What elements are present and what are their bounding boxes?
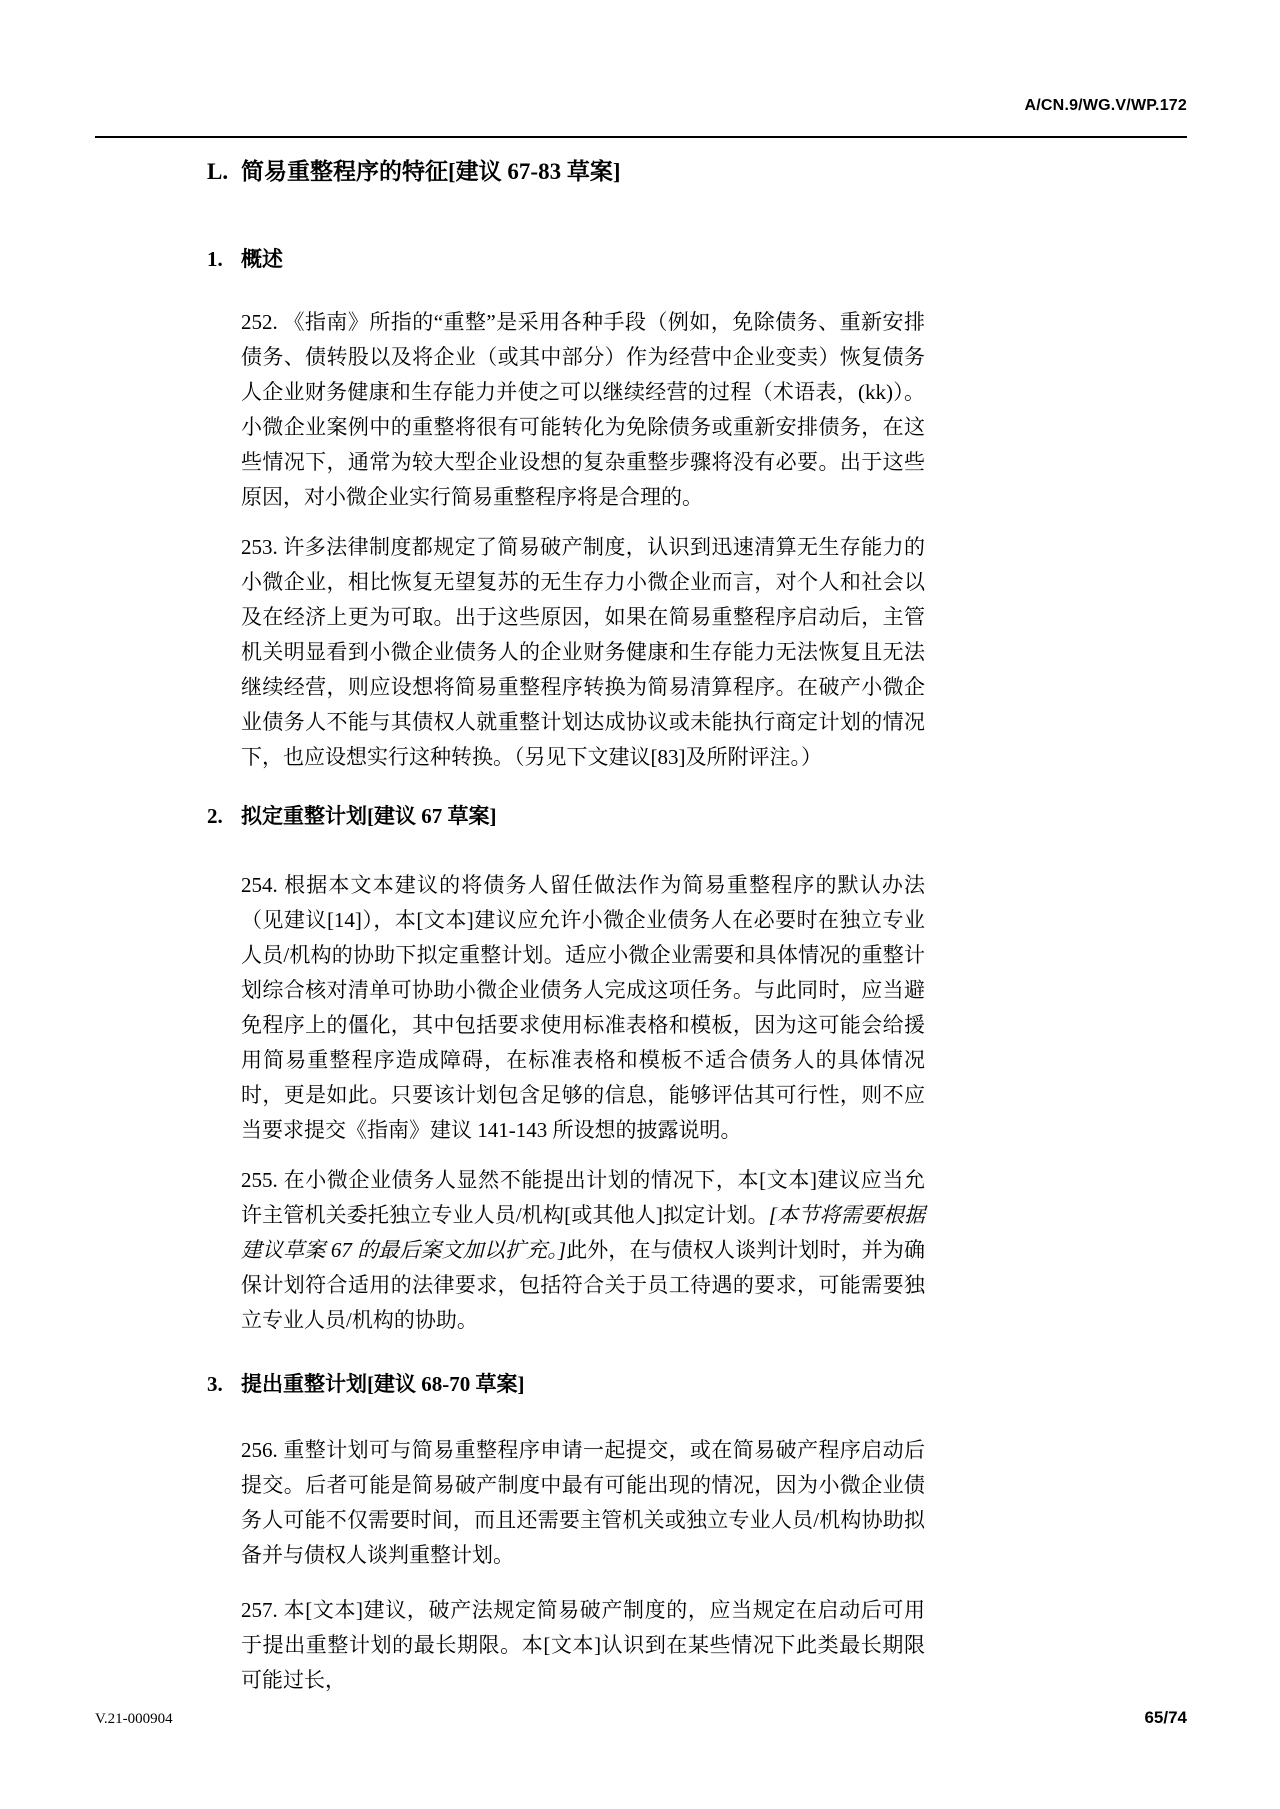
- paragraph-252: 252. 《指南》所指的“重整”是采用各种手段（例如，免除债务、重新安排债务、债转股以及将企业（或其中部分）作为经营中企业变卖）恢复债务人企业财务健康和生存能力并使之可以继续经营的过程（术语表，(kk)）。小微企业案例中的重整将很有可能转化为免除债务或重新安排债务，在这些情况下，通常为较大型企业设想的复杂重整步骤将没有必要。出于这些原因，对小微企业实行简易重整程序将是合理的。: [241, 310, 925, 509]
- section-heading-3: [207, 1371, 927, 1397]
- paragraph-256: 256. 重整计划可与简易重整程序申请一起提交，或在简易破产程序启动后提交。后者可能是简易破产制度中最有可能出现的情况，因为小微企业债务人可能不仅需要时间，而且还需要主管机关或独立专业人员/机构协助拟备并与债权人谈判重整计划。: [241, 1438, 925, 1567]
- section-title: 概述: [241, 247, 283, 271]
- paragraph-253: 253. 许多法律制度都规定了简易破产制度，认识到迅速清算无生存能力的小微企业，相比恢复无望复苏的无生存力小微企业而言，对个人和社会以及在经济上更为可取。出于这些原因，如果在简易重整程序启动后，主管机关明显看到小微企业债务人的企业财务健康和生存能力无法恢复且无法继续经营，则应设想将简易重整程序转换为简易清算程序。在破产小微企业债务人不能与其债权人就重整计划达成协议或未能执行商定计划的情况下，也应设想实行这种转换。（另见下文建议[83]及所附评注。）: [241, 535, 925, 769]
- section-heading-1: [207, 246, 927, 272]
- section-title: 简易重整程序的特征[建议 67-83 草案]: [241, 159, 621, 184]
- paragraph-257: 257. 本[文本]建议，破产法规定简易破产制度的，应当规定在启动后可用于提出重整计划的最长期限。本[文本]认识到在某些情况下此类最长期限可能过长，: [241, 1598, 925, 1692]
- doc-symbol: A/CN.9/WG.V/WP.172: [1024, 97, 1187, 114]
- document-number: V.21-000904: [95, 1711, 173, 1727]
- header-rule: [95, 136, 1187, 138]
- section-number: 1.: [207, 247, 223, 271]
- section-title: 拟定重整计划[建议 67 草案]: [241, 804, 497, 828]
- paragraph-255-text: 255. 在小微企业债务人显然不能提出计划的情况下，本[文本]建议应当允许主管机关委托独立专业人员/机构[或其他人]拟定计划。: [241, 1168, 925, 1227]
- section-number: 3.: [207, 1372, 223, 1396]
- section-title: 提出重整计划[建议 68-70 草案]: [241, 1372, 525, 1396]
- page-footer: [95, 1708, 1187, 1728]
- section-heading-L: [207, 158, 927, 187]
- paragraph-255-drafting-note: [本节将需要根据建议草案 67 的最后案文加以扩充。]: [241, 1203, 925, 1262]
- paragraph-254: 254. 根据本文本建议的将债务人留任做法作为简易重整程序的默认办法（见建议[14]），本[文本]建议应允许小微企业债务人在必要时在独立专业人员/机构的协助下拟定重整计划。适应小微企业需要和具体情况的重整计划综合核对清单可协助小微企业债务人完成这项任务。与此同时，应当避免程序上的僵化，其中包括要求使用标准表格和模板，因为这可能会给援用简易重整程序造成障碍，在标准表格和模板不适合债务人的具体情况时，更是如此。只要该计划包含足够的信息，能够评估其可行性，则不应当要求提交《指南》建议 141-143 所设想的披露说明。: [241, 873, 925, 1142]
- section-heading-2: [207, 803, 927, 829]
- paragraph-255-text: 此外，在与债权人谈判计划时，并为确保计划符合适用的法律要求，包括符合关于员工待遇的要求，可能需要独立专业人员/机构的协助。: [241, 1238, 926, 1332]
- section-number: 2.: [207, 804, 223, 828]
- page-number: 65/74: [1144, 1708, 1187, 1727]
- paragraph-255: [241, 1163, 925, 1338]
- page-header: [95, 97, 1187, 115]
- section-number: L.: [207, 159, 229, 184]
